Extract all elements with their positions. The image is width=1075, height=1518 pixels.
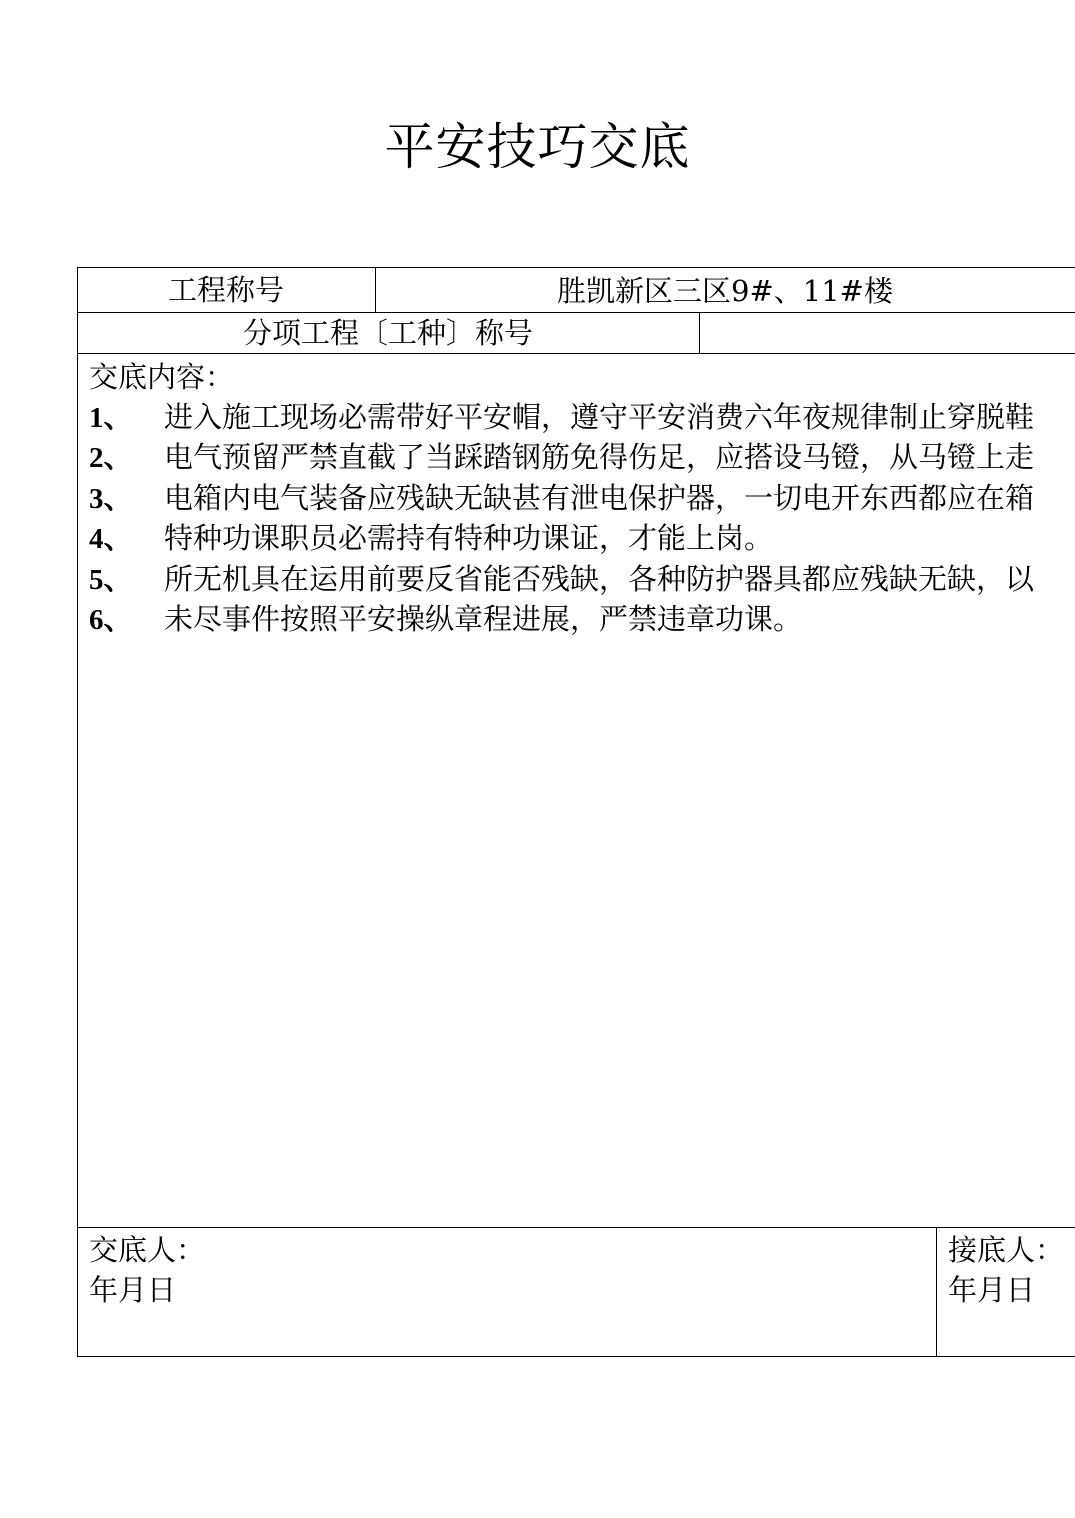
item-number: 2、 [89, 442, 133, 474]
item-number: 3、 [89, 483, 133, 515]
content-label: 交底内容： [89, 360, 235, 394]
document-title: 平安技巧交底 [384, 118, 691, 176]
footer-divider [936, 1227, 937, 1357]
list-item [89, 559, 1075, 600]
row2-bottom-border [77, 353, 1075, 354]
list-item [89, 397, 1075, 438]
table-bottom-border [77, 1356, 1075, 1357]
table-left-border [77, 267, 78, 1357]
item-text: 电气预留严禁直截了当踩踏钢筋免得伤足，应搭设马镫，从马镫上走 [164, 440, 1035, 474]
item-text: 特种功课职员必需持有特种功课证，才能上岗。 [164, 521, 774, 555]
list-item [89, 599, 1075, 640]
list-item [89, 478, 1075, 519]
discloser-date: 年月日 [89, 1273, 177, 1307]
table-top-border [77, 267, 1075, 268]
item-text: 进入施工现场必需带好平安帽，遵守平安消费六年夜规律制止穿脱鞋 [164, 400, 1035, 434]
row2-divider [699, 312, 700, 354]
discloser-label: 交底人： [89, 1233, 206, 1267]
list-item [89, 518, 1075, 559]
subproject-label: 分项工程〔工种〕称号 [242, 316, 533, 350]
receiver-date: 年月日 [948, 1273, 1036, 1307]
item-number: 6、 [89, 604, 133, 636]
list-item [89, 437, 1075, 478]
receiver-label: 接底人： [948, 1233, 1065, 1267]
item-number: 1、 [89, 402, 133, 434]
item-number: 5、 [89, 564, 133, 596]
content-bottom-border [77, 1227, 1075, 1228]
item-text: 未尽事件按照平安操纵章程进展，严禁违章功课。 [164, 602, 803, 636]
project-name-value: 胜凯新区三区9#、11#楼 [557, 274, 893, 308]
item-number: 4、 [89, 523, 133, 555]
item-text: 所无机具在运用前要反省能否残缺，各种防护器具都应残缺无缺，以 [164, 562, 1035, 596]
project-name-label: 工程称号 [167, 273, 284, 307]
item-text: 电箱内电气装备应残缺无缺甚有泄电保护器，一切电开东西都应在箱 [164, 481, 1035, 515]
